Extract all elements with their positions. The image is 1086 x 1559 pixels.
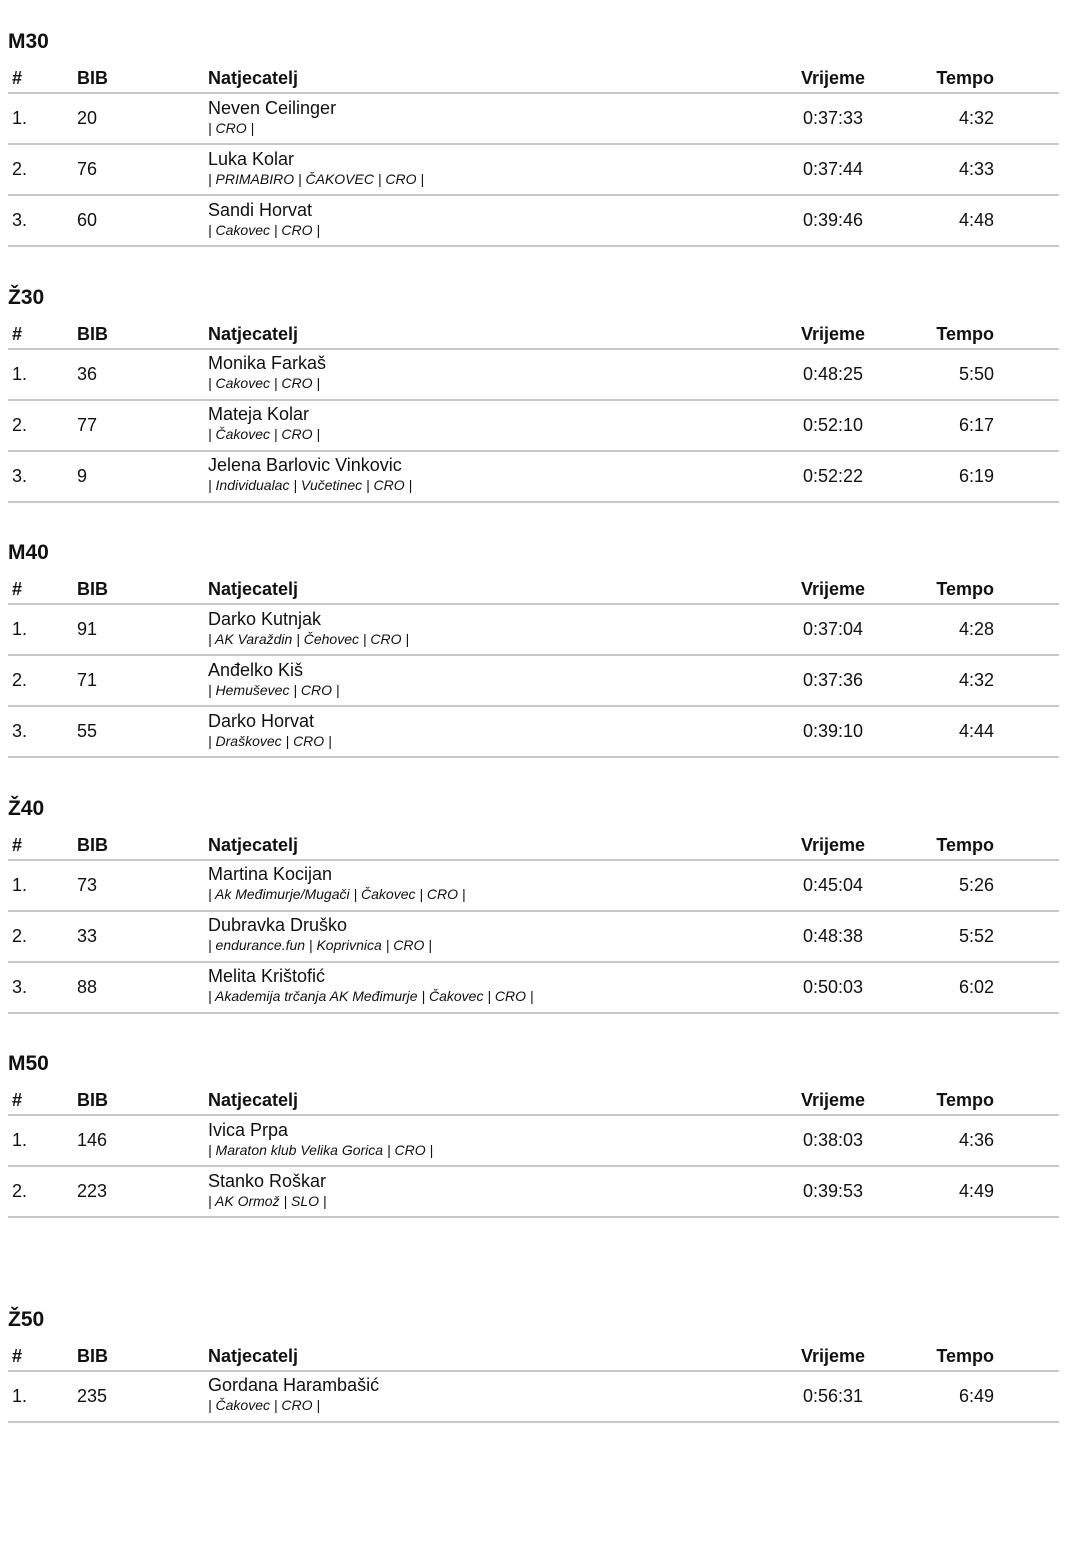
column-header-time: Vrijeme bbox=[768, 1346, 898, 1367]
time-cell: 0:39:46 bbox=[768, 210, 898, 231]
time-cell: 0:45:04 bbox=[768, 875, 898, 896]
bib-cell: 146 bbox=[77, 1130, 208, 1151]
column-header-tempo: Tempo bbox=[898, 1090, 1029, 1111]
time-cell: 0:37:33 bbox=[768, 108, 898, 129]
table-row bbox=[8, 401, 1059, 452]
competitor-cell bbox=[208, 969, 768, 1005]
competitor-name: Neven Ceilinger bbox=[208, 97, 768, 119]
table-header bbox=[8, 314, 1059, 350]
column-header-name: Natjecatelj bbox=[208, 1346, 768, 1367]
time-cell: 0:37:36 bbox=[768, 670, 898, 691]
competitor-cell bbox=[208, 714, 768, 750]
column-header-name: Natjecatelj bbox=[208, 68, 768, 89]
category-section bbox=[8, 1048, 1059, 1304]
category-title: Ž50 bbox=[8, 1304, 1059, 1336]
tempo-cell: 4:32 bbox=[898, 108, 1029, 129]
bib-cell: 73 bbox=[77, 875, 208, 896]
competitor-info: | endurance.fun | Koprivnica | CRO | bbox=[208, 936, 768, 954]
column-header-name: Natjecatelj bbox=[208, 1090, 768, 1111]
category-title: Ž30 bbox=[8, 282, 1059, 314]
results-list bbox=[8, 26, 1059, 1559]
table-row bbox=[8, 605, 1059, 656]
competitor-cell bbox=[208, 867, 768, 903]
bib-cell: 71 bbox=[77, 670, 208, 691]
column-header-rank: # bbox=[8, 1090, 77, 1111]
category-title: Ž40 bbox=[8, 793, 1059, 825]
competitor-cell bbox=[208, 101, 768, 137]
category-title: M30 bbox=[8, 26, 1059, 58]
rank-cell: 2. bbox=[8, 1181, 77, 1202]
tempo-cell: 5:50 bbox=[898, 364, 1029, 385]
column-header-tempo: Tempo bbox=[898, 324, 1029, 345]
tempo-cell: 6:17 bbox=[898, 415, 1029, 436]
rank-cell: 2. bbox=[8, 670, 77, 691]
competitor-name: Anđelko Kiš bbox=[208, 659, 768, 681]
tempo-cell: 4:48 bbox=[898, 210, 1029, 231]
column-header-time: Vrijeme bbox=[768, 68, 898, 89]
table-row bbox=[8, 912, 1059, 963]
time-cell: 0:37:44 bbox=[768, 159, 898, 180]
bib-cell: 91 bbox=[77, 619, 208, 640]
bib-cell: 77 bbox=[77, 415, 208, 436]
column-header-rank: # bbox=[8, 324, 77, 345]
category-section bbox=[8, 537, 1059, 793]
table-row bbox=[8, 350, 1059, 401]
column-header-time: Vrijeme bbox=[768, 579, 898, 600]
table-row bbox=[8, 196, 1059, 247]
competitor-name: Ivica Prpa bbox=[208, 1119, 768, 1141]
competitor-cell bbox=[208, 203, 768, 239]
rank-cell: 3. bbox=[8, 466, 77, 487]
tempo-cell: 5:26 bbox=[898, 875, 1029, 896]
rank-cell: 1. bbox=[8, 108, 77, 129]
competitor-name: Martina Kocijan bbox=[208, 863, 768, 885]
time-cell: 0:37:04 bbox=[768, 619, 898, 640]
time-cell: 0:52:10 bbox=[768, 415, 898, 436]
time-cell: 0:38:03 bbox=[768, 1130, 898, 1151]
rank-cell: 1. bbox=[8, 619, 77, 640]
category-title: M40 bbox=[8, 537, 1059, 569]
competitor-info: | Draškovec | CRO | bbox=[208, 732, 768, 750]
column-header-bib: BIB bbox=[77, 68, 208, 89]
bib-cell: 235 bbox=[77, 1386, 208, 1407]
table-row bbox=[8, 1116, 1059, 1167]
bib-cell: 60 bbox=[77, 210, 208, 231]
bib-cell: 76 bbox=[77, 159, 208, 180]
rank-cell: 3. bbox=[8, 977, 77, 998]
column-header-name: Natjecatelj bbox=[208, 835, 768, 856]
competitor-cell bbox=[208, 1123, 768, 1159]
column-header-tempo: Tempo bbox=[898, 579, 1029, 600]
competitor-cell bbox=[208, 918, 768, 954]
bib-cell: 9 bbox=[77, 466, 208, 487]
column-header-bib: BIB bbox=[77, 1090, 208, 1111]
competitor-info: | Hemuševec | CRO | bbox=[208, 681, 768, 699]
bib-cell: 223 bbox=[77, 1181, 208, 1202]
competitor-name: Dubravka Druško bbox=[208, 914, 768, 936]
competitor-cell bbox=[208, 663, 768, 699]
tempo-cell: 4:44 bbox=[898, 721, 1029, 742]
competitor-info: | Čakovec | CRO | bbox=[208, 425, 768, 443]
rank-cell: 2. bbox=[8, 159, 77, 180]
time-cell: 0:52:22 bbox=[768, 466, 898, 487]
competitor-info: | Čakovec | CRO | bbox=[208, 1396, 768, 1414]
table-row bbox=[8, 861, 1059, 912]
competitor-info: | Akademija trčanja AK Međimurje | Čakovec | CRO | bbox=[208, 987, 768, 1005]
table-row bbox=[8, 963, 1059, 1014]
column-header-bib: BIB bbox=[77, 1346, 208, 1367]
time-cell: 0:48:25 bbox=[768, 364, 898, 385]
competitor-name: Monika Farkaš bbox=[208, 352, 768, 374]
time-cell: 0:48:38 bbox=[768, 926, 898, 947]
competitor-cell bbox=[208, 1378, 768, 1414]
table-row bbox=[8, 707, 1059, 758]
tempo-cell: 4:36 bbox=[898, 1130, 1029, 1151]
column-header-rank: # bbox=[8, 68, 77, 89]
time-cell: 0:39:10 bbox=[768, 721, 898, 742]
competitor-cell bbox=[208, 152, 768, 188]
column-header-time: Vrijeme bbox=[768, 324, 898, 345]
competitor-info: | PRIMABIRO | ČAKOVEC | CRO | bbox=[208, 170, 768, 188]
competitor-cell bbox=[208, 612, 768, 648]
tempo-cell: 4:33 bbox=[898, 159, 1029, 180]
competitor-name: Gordana Harambašić bbox=[208, 1374, 768, 1396]
competitor-name: Jelena Barlovic Vinkovic bbox=[208, 454, 768, 476]
column-header-rank: # bbox=[8, 835, 77, 856]
competitor-name: Melita Krištofić bbox=[208, 965, 768, 987]
competitor-name: Darko Horvat bbox=[208, 710, 768, 732]
category-title: M50 bbox=[8, 1048, 1059, 1080]
tempo-cell: 6:19 bbox=[898, 466, 1029, 487]
time-cell: 0:39:53 bbox=[768, 1181, 898, 1202]
competitor-info: | Ak Međimurje/Mugači | Čakovec | CRO | bbox=[208, 885, 768, 903]
bib-cell: 36 bbox=[77, 364, 208, 385]
table-row bbox=[8, 656, 1059, 707]
competitor-name: Darko Kutnjak bbox=[208, 608, 768, 630]
competitor-info: | Cakovec | CRO | bbox=[208, 221, 768, 239]
table-header bbox=[8, 825, 1059, 861]
column-header-tempo: Tempo bbox=[898, 68, 1029, 89]
rank-cell: 1. bbox=[8, 1386, 77, 1407]
competitor-name: Sandi Horvat bbox=[208, 199, 768, 221]
competitor-info: | Maraton klub Velika Gorica | CRO | bbox=[208, 1141, 768, 1159]
category-section bbox=[8, 1304, 1059, 1559]
competitor-cell bbox=[208, 1174, 768, 1210]
tempo-cell: 5:52 bbox=[898, 926, 1029, 947]
rank-cell: 1. bbox=[8, 364, 77, 385]
rank-cell: 2. bbox=[8, 926, 77, 947]
rank-cell: 3. bbox=[8, 721, 77, 742]
category-section bbox=[8, 793, 1059, 1049]
table-row bbox=[8, 94, 1059, 145]
column-header-name: Natjecatelj bbox=[208, 579, 768, 600]
time-cell: 0:56:31 bbox=[768, 1386, 898, 1407]
competitor-info: | Individualac | Vučetinec | CRO | bbox=[208, 476, 768, 494]
tempo-cell: 6:49 bbox=[898, 1386, 1029, 1407]
column-header-time: Vrijeme bbox=[768, 1090, 898, 1111]
column-header-rank: # bbox=[8, 579, 77, 600]
competitor-cell bbox=[208, 407, 768, 443]
table-header bbox=[8, 1080, 1059, 1116]
table-row bbox=[8, 145, 1059, 196]
column-header-name: Natjecatelj bbox=[208, 324, 768, 345]
category-section bbox=[8, 26, 1059, 282]
column-header-tempo: Tempo bbox=[898, 1346, 1029, 1367]
tempo-cell: 6:02 bbox=[898, 977, 1029, 998]
competitor-name: Mateja Kolar bbox=[208, 403, 768, 425]
bib-cell: 33 bbox=[77, 926, 208, 947]
competitor-name: Luka Kolar bbox=[208, 148, 768, 170]
column-header-time: Vrijeme bbox=[768, 835, 898, 856]
competitor-info: | AK Varaždin | Čehovec | CRO | bbox=[208, 630, 768, 648]
bib-cell: 20 bbox=[77, 108, 208, 129]
bib-cell: 88 bbox=[77, 977, 208, 998]
rank-cell: 3. bbox=[8, 210, 77, 231]
tempo-cell: 4:32 bbox=[898, 670, 1029, 691]
column-header-bib: BIB bbox=[77, 579, 208, 600]
table-header bbox=[8, 1336, 1059, 1372]
table-header bbox=[8, 569, 1059, 605]
competitor-cell bbox=[208, 356, 768, 392]
column-header-bib: BIB bbox=[77, 324, 208, 345]
competitor-cell bbox=[208, 458, 768, 494]
table-row bbox=[8, 452, 1059, 503]
table-header bbox=[8, 58, 1059, 94]
category-section bbox=[8, 282, 1059, 538]
competitor-info: | Cakovec | CRO | bbox=[208, 374, 768, 392]
table-row bbox=[8, 1372, 1059, 1423]
bib-cell: 55 bbox=[77, 721, 208, 742]
rank-cell: 1. bbox=[8, 1130, 77, 1151]
time-cell: 0:50:03 bbox=[768, 977, 898, 998]
competitor-info: | AK Ormož | SLO | bbox=[208, 1192, 768, 1210]
column-header-bib: BIB bbox=[77, 835, 208, 856]
rank-cell: 1. bbox=[8, 875, 77, 896]
tempo-cell: 4:49 bbox=[898, 1181, 1029, 1202]
tempo-cell: 4:28 bbox=[898, 619, 1029, 640]
column-header-tempo: Tempo bbox=[898, 835, 1029, 856]
rank-cell: 2. bbox=[8, 415, 77, 436]
competitor-info: | CRO | bbox=[208, 119, 768, 137]
table-row bbox=[8, 1167, 1059, 1218]
competitor-name: Stanko Roškar bbox=[208, 1170, 768, 1192]
column-header-rank: # bbox=[8, 1346, 77, 1367]
